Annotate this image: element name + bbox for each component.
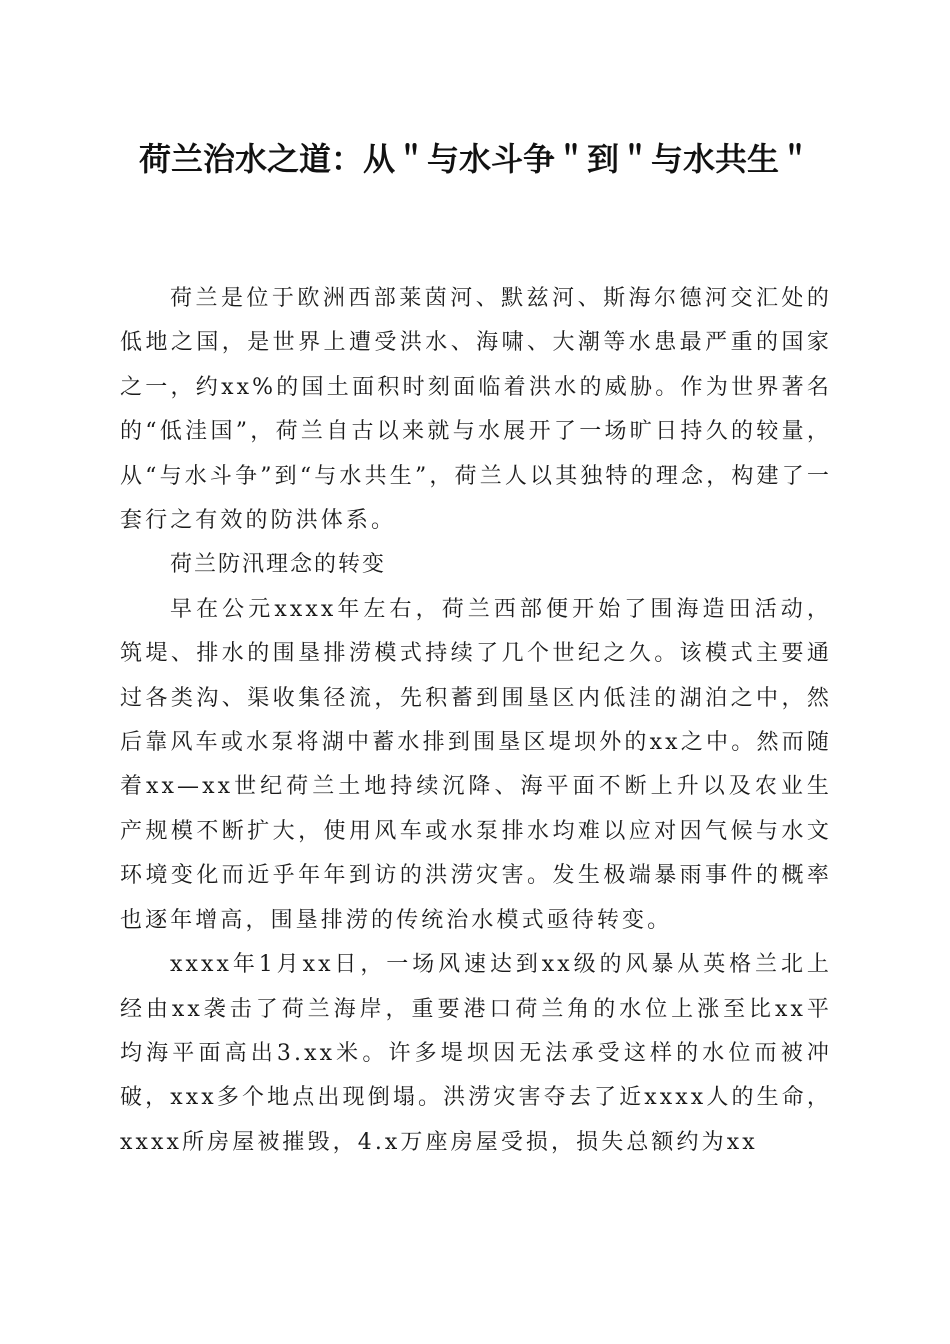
document-body: [120, 277, 832, 1165]
paragraph-history: 早在公元xxxx年左右，荷兰西部便开始了围海造田活动，筑堤、排水的围垦排涝模式持续了几个世纪之久。该模式主要通过各类沟、渠收集径流，先积蓄到围垦区内低洼的湖泊之中，然后靠风车或水泵将湖中蓄水排到围垦区堤坝外的xx之中。然而随着xx—xx世纪荷兰土地持续沉降、海平面不断上升以及农业生产规模不断扩大，使用风车或水泵排水均难以应对因气候与水文环境变化而近乎年年到访的洪涝灾害。发生极端暴雨事件的概率也逐年增高，围垦排涝的传统治水模式亟待转变。: [120, 596, 832, 933]
paragraph-intro: 荷兰是位于欧洲西部莱茵河、默兹河、斯海尔德河交汇处的低地之国，是世界上遭受洪水、海啸、大潮等水患最严重的国家之一，约xx%的国土面积时刻面临着洪水的威胁。作为世界著名的“低洼国”，荷兰自古以来就与水展开了一场旷日持久的较量，从“与水斗争”到“与水共生”，荷兰人以其独特的理念，构建了一套行之有效的防洪体系。: [120, 286, 832, 534]
paragraph-storm: xxxx年1月xx日，一场风速达到xx级的风暴从英格兰北上经由xx袭击了荷兰海岸，重要港口荷兰角的水位上涨至比xx平均海平面高出3.xx米。许多堤坝因无法承受这样的水位而被冲破，xxx多个地点出现倒塌。洪涝灾害夺去了近xxxx人的生命，xxxx所房屋被摧毁，4.x万座房屋受损，损失总额约为xx: [120, 952, 832, 1155]
section-heading: 荷兰防汛理念的转变: [170, 552, 387, 578]
document-title: 荷兰治水之道：从＂与水斗争＂到＂与水共生＂: [138, 140, 811, 178]
